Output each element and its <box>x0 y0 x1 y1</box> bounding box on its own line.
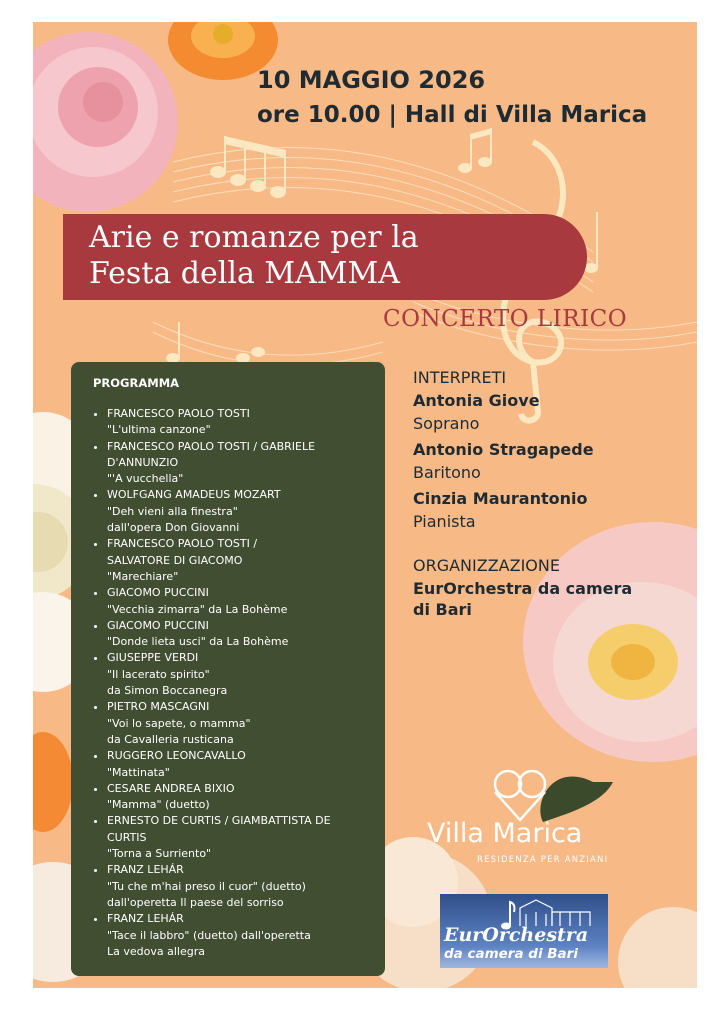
program-item-detail: "Il lacerato spirito" <box>107 667 210 681</box>
program-item-detail: SALVATORE DI GIACOMO <box>107 553 243 567</box>
performers-heading: INTERPRETI <box>413 368 507 387</box>
program-list <box>79 406 407 960</box>
program-item <box>107 699 407 748</box>
program-item-detail: "Torna a Surriento" <box>107 847 212 861</box>
program-item <box>107 813 407 862</box>
eurorchestra-subtitle: da camera di Bari <box>444 946 578 962</box>
organization-line1: EurOrchestra da camera <box>413 579 633 598</box>
program-item <box>107 406 407 439</box>
program-item-detail: "Tace il labbro" (duetto) dall'operetta <box>107 928 311 942</box>
event-time-place: ore 10.00 | Hall di Villa Marica <box>257 102 648 128</box>
program-item <box>107 650 407 699</box>
villa-marica-name: Villa Marica <box>427 818 583 849</box>
program-heading: PROGRAMMA <box>93 376 180 390</box>
program-item-detail: da Simon Boccanegra <box>107 684 228 698</box>
program-item-detail: "Mattinata" <box>107 765 170 779</box>
program-item <box>107 536 407 585</box>
program-item <box>107 748 407 781</box>
program-item <box>107 585 407 618</box>
program-item <box>107 487 407 536</box>
program-item-composer: • GIACOMO PUCCINI <box>107 618 209 632</box>
program-item-detail: "L'ultima canzone" <box>107 423 211 437</box>
program-item-detail: La vedova allegra <box>107 944 205 958</box>
villa-marica-logo-icon <box>495 771 545 820</box>
event-date: 10 MAGGIO 2026 <box>257 66 486 94</box>
performer-3-role: Pianista <box>413 512 476 531</box>
program-item-composer: • FRANCESCO PAOLO TOSTI / GABRIELE <box>107 439 316 453</box>
program-item-detail: D'ANNUNZIO <box>107 455 179 469</box>
program-item-composer: • WOLFGANG AMADEUS MOZART <box>107 488 281 502</box>
program-item <box>107 862 407 911</box>
program-item-detail: "Donde lieta usci" da La Bohème <box>107 635 289 649</box>
pink-rose-topleft <box>33 32 178 212</box>
event-subtitle: CONCERTO LIRICO <box>383 306 628 332</box>
program-item <box>107 439 407 488</box>
program-item <box>107 781 407 814</box>
event-title <box>89 220 419 292</box>
program-item-composer: • CESARE ANDREA BIXIO <box>107 781 235 795</box>
organization-line2: di Bari <box>413 600 472 619</box>
program-item-composer: • FRANCESCO PAOLO TOSTI <box>107 407 250 420</box>
program-item-detail: da Cavalleria rusticana <box>107 732 234 746</box>
program-item-detail: CURTIS <box>107 830 147 844</box>
organization-heading: ORGANIZZAZIONE <box>413 556 560 575</box>
program-panel <box>71 362 385 976</box>
program-item-detail: "Marechiare" <box>107 569 179 583</box>
eurorchestra-title: EurOrchestra <box>444 924 589 946</box>
program-item-composer: • ERNESTO DE CURTIS / GIAMBATTISTA DE <box>107 814 331 828</box>
program-item-composer: • FRANCESCO PAOLO TOSTI / <box>107 537 258 551</box>
program-item-detail: dall'operetta Il paese del sorriso <box>107 895 284 909</box>
eurorchestra-logo <box>440 894 608 968</box>
program-item-detail: "'A vucchella" <box>107 472 184 486</box>
program-item-detail: "Vecchia zimarra" da La Bohème <box>107 602 288 616</box>
performer-2-name: Antonio Stragapede <box>413 440 594 459</box>
villa-marica-tagline: RESIDENZA PER ANZIANI <box>477 855 609 865</box>
program-item-detail: dall'opera Don Giovanni <box>107 521 240 535</box>
program-item <box>107 618 407 651</box>
performer-1-role: Soprano <box>413 414 480 433</box>
performer-2-role: Baritono <box>413 463 481 482</box>
program-item-detail: "Mamma" (duetto) <box>107 798 210 812</box>
program-item-composer: • FRANZ LEHÁR <box>107 912 184 926</box>
program-item-composer: • GIACOMO PUCCINI <box>107 586 209 600</box>
program-item-composer: • FRANZ LEHÁR <box>107 863 184 877</box>
program-item-composer: • GIUSEPPE VERDI <box>107 651 199 665</box>
program-item-composer: • PIETRO MASCAGNI <box>107 700 210 714</box>
event-title-line2: Festa della MAMMA <box>89 256 400 291</box>
program-item-detail: "Deh vieni alla finestra" <box>107 504 238 518</box>
program-item-composer: • RUGGERO LEONCAVALLO <box>107 749 246 763</box>
poster <box>33 22 697 988</box>
performer-3-name: Cinzia Maurantonio <box>413 489 588 508</box>
performer-1-name: Antonia Giove <box>413 391 540 410</box>
program-item-detail: "Voi lo sapete, o mamma" <box>107 716 251 730</box>
program-item <box>107 911 407 960</box>
program-item-detail: "Tu che m'hai preso il cuor" (duetto) <box>107 879 306 893</box>
event-title-line1: Arie e romanze per la <box>89 220 419 255</box>
